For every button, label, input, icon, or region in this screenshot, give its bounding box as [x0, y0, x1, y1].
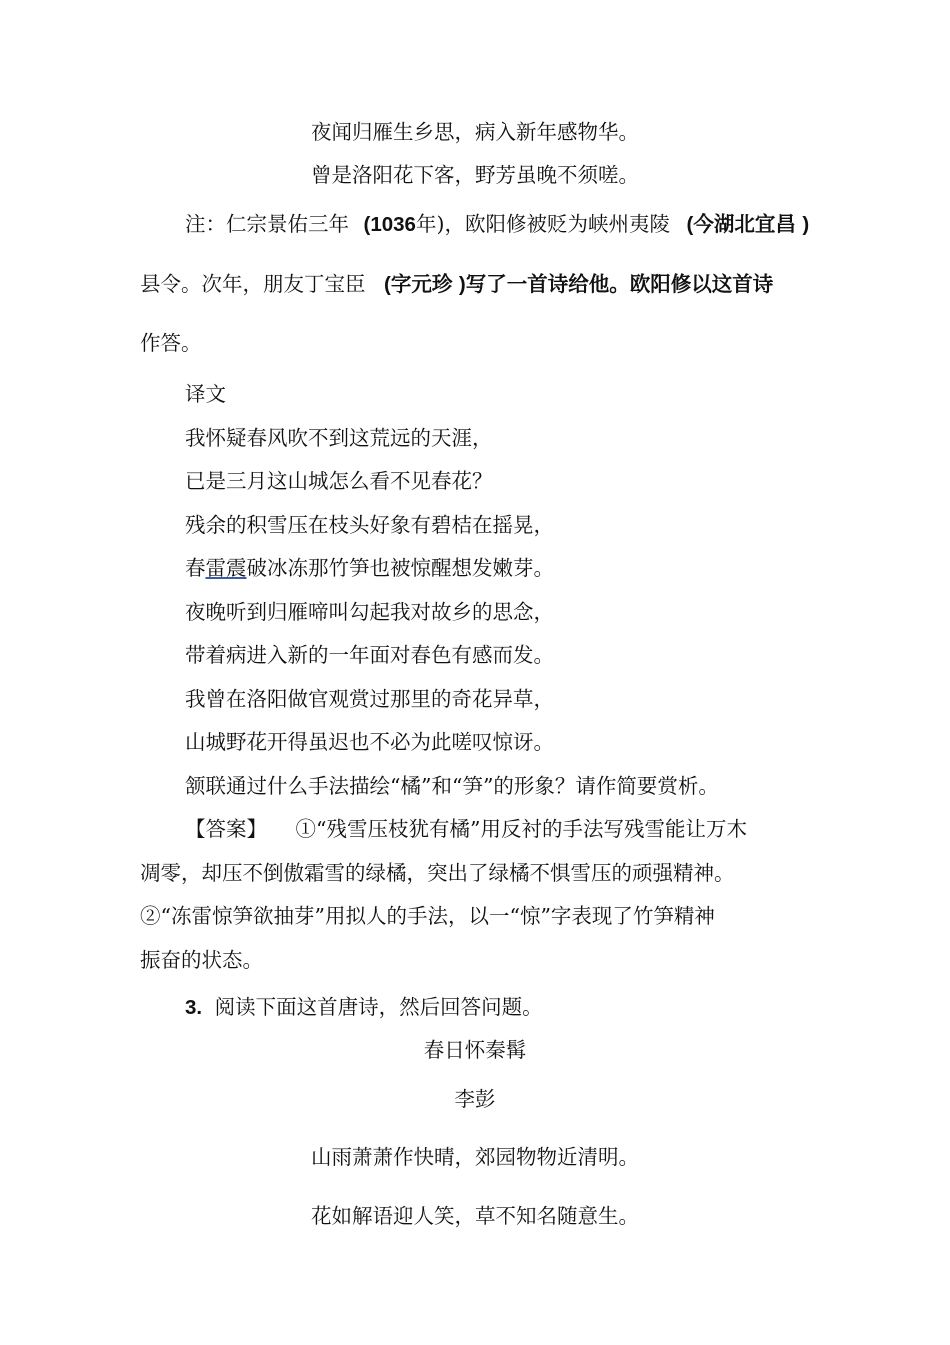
- translation-line: 残余的积雪压在枝头好象有碧桔在摇晃，: [185, 513, 554, 537]
- note-line: [140, 270, 773, 299]
- translation-line: 夜晚听到归雁啼叫勾起我对故乡的思念，: [185, 600, 554, 624]
- poem-line: 山雨萧萧作快晴，郊园物物近清明。: [311, 1145, 639, 1169]
- note-text: ): [802, 213, 810, 236]
- poem-line: 花如解语迎人笑，草不知名随意生。: [311, 1204, 639, 1228]
- answer-line: 凋零，却压不倒傲霜雪的绿橘，突出了绿橘不惧雪压的顽强精神。: [140, 861, 735, 885]
- note-text: 县令。次年，朋友丁宝臣: [140, 272, 366, 296]
- poem-author: 李彭: [454, 1087, 496, 1111]
- translation-line: 山城野花开得虽迟也不必为此嗟叹惊讶。: [185, 730, 554, 754]
- note-text: )写了一首诗给他。欧阳修以这首诗: [458, 273, 774, 296]
- translation-line: 我怀疑春风吹不到这荒远的天涯，: [185, 426, 493, 450]
- answer-line: ②“冻雷惊笋欲抽芽”用拟人的手法，以一“惊”字表现了竹笋精神: [140, 904, 715, 928]
- answer-text: ①“残雪压枝犹有橘”用反衬的手法写残雪能让万木: [295, 817, 747, 841]
- note-text: (今湖北宜昌: [686, 213, 796, 236]
- poem-line: 曾是洛阳花下客，野芳虽晚不须嗟。: [311, 163, 639, 187]
- answer-label: 【答案】: [185, 817, 267, 841]
- note-line: 作答。: [140, 331, 202, 355]
- note-text: 年)，欧阳修被贬为峡州夷陵: [415, 212, 670, 236]
- translation-text: 破冰冻那竹笋也被惊醒想发嫩芽。: [246, 556, 554, 580]
- question-3: [185, 993, 543, 1022]
- translation-line: 我曾在洛阳做官观赏过那里的奇花异草，: [185, 687, 554, 711]
- note-text: (字元珍: [384, 273, 453, 296]
- note-line: [185, 210, 809, 239]
- question-text: 颔联通过什么手法描绘“橘”和“笋”的形象？请作简要赏析。: [185, 774, 719, 798]
- question-3-text: 阅读下面这首唐诗，然后回答问题。: [214, 995, 543, 1019]
- answer-line: 振奋的状态。: [140, 948, 263, 972]
- translation-text: 春: [185, 556, 206, 580]
- translation-line: 带着病进入新的一年面对春色有感而发。: [185, 643, 554, 667]
- note-year: (1036: [363, 213, 416, 236]
- question-number: 3.: [185, 996, 203, 1019]
- translation-line: 已是三月这山城怎么看不见春花？: [185, 469, 493, 493]
- answer-line: [185, 815, 747, 843]
- poem-line: 夜闻归雁生乡思，病入新年感物华。: [311, 120, 639, 144]
- translation-underlined-text: 雷震: [205, 556, 247, 580]
- translation-line: [185, 554, 554, 582]
- poem-title: 春日怀秦髯: [423, 1038, 527, 1062]
- note-text: 注：仁宗景佑三年: [185, 212, 349, 236]
- translation-heading: 译文: [185, 382, 226, 406]
